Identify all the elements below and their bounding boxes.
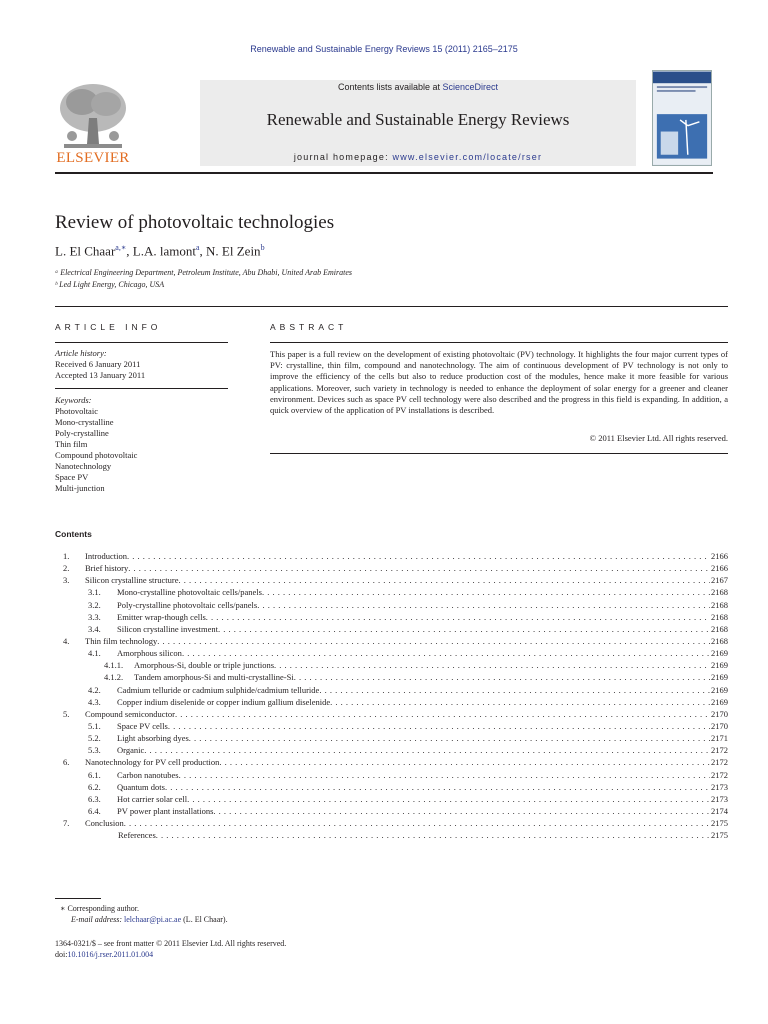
toc-entry-title[interactable]: Cadmium telluride or cadmium sulphide/cadmium telluride <box>117 684 320 695</box>
toc-entry-title[interactable]: Mono-crystalline photovoltaic cells/panels <box>117 587 262 598</box>
toc-entry[interactable] <box>55 624 728 636</box>
toc-entry-number: 4. <box>63 635 70 646</box>
toc-entry-page[interactable]: 2174 <box>711 805 728 816</box>
toc-entry[interactable] <box>55 697 728 709</box>
toc-entry-title[interactable]: Carbon nanotubes <box>117 769 179 780</box>
corresponding-label: Corresponding author. <box>67 904 139 913</box>
toc-entry-title[interactable]: Copper indium diselenide or copper indium gallium diselenide <box>117 696 331 707</box>
toc-entry[interactable] <box>55 830 728 842</box>
article-info-heading: ARTICLE INFO <box>55 322 162 332</box>
journal-homepage <box>200 152 636 162</box>
accepted-date: Accepted 13 January 2011 <box>55 370 146 380</box>
email-label: E-mail address: <box>71 915 123 924</box>
toc-entry-page[interactable]: 2169 <box>711 648 728 659</box>
received-date: Received 6 January 2011 <box>55 359 141 369</box>
toc-entry-number: 4.1.2. <box>104 672 124 683</box>
toc-entry[interactable] <box>55 551 728 563</box>
toc-entry-number: 6. <box>63 757 70 768</box>
author-name[interactable]: L.A. lamont <box>132 243 196 259</box>
abstract-copyright: © 2011 Elsevier Ltd. All rights reserved. <box>589 433 728 443</box>
toc-entry[interactable] <box>55 575 728 587</box>
toc-entry-title[interactable]: Silicon crystalline structure <box>85 575 179 586</box>
toc-entry[interactable] <box>55 794 728 806</box>
affiliation: ᵃ Electrical Engineering Department, Petroleum Institute, Abu Dhabi, United Arab Emirates <box>55 268 352 277</box>
homepage-link[interactable]: www.elsevier.com/locate/rser <box>392 152 543 162</box>
toc-leader-dots <box>274 660 710 670</box>
toc-entry-title[interactable]: Introduction <box>85 551 128 561</box>
toc-entry-number: 1. <box>63 551 70 561</box>
toc-entry-title[interactable]: Conclusion <box>85 818 124 829</box>
toc-entry-number: 2. <box>63 563 70 574</box>
toc-entry[interactable] <box>55 587 728 599</box>
toc-leader-dots <box>182 648 710 658</box>
toc-entry-title[interactable]: Hot carrier solar cell <box>117 793 188 804</box>
toc-entry-page[interactable]: 2168 <box>711 623 728 634</box>
masthead-rule <box>55 172 713 174</box>
toc-leader-dots <box>157 636 710 646</box>
toc-entry-number: 5.1. <box>88 720 101 731</box>
toc-entry-number: 6.3. <box>88 793 101 804</box>
contents-heading: Contents <box>55 529 92 539</box>
toc-entry[interactable] <box>55 770 728 782</box>
toc-entry-page[interactable]: 2166 <box>711 563 728 574</box>
toc-entry-page[interactable]: 2173 <box>711 793 728 804</box>
toc-leader-dots <box>189 733 710 743</box>
toc-leader-dots <box>218 624 710 634</box>
toc-entry-number: 5.2. <box>88 733 101 744</box>
keywords-label: Keywords: <box>55 395 92 405</box>
section-rule <box>55 306 728 307</box>
toc-entry-number: 4.1.1. <box>104 660 124 671</box>
toc-entry-page[interactable]: 2166 <box>711 551 728 561</box>
issn-line: 1364-0321/$ – see front matter © 2011 Elsevier Ltd. All rights reserved. <box>55 939 287 948</box>
toc-entry-title[interactable]: Space PV cells <box>117 720 168 731</box>
toc-entry[interactable] <box>55 818 728 830</box>
toc-entry-number: 6.2. <box>88 781 101 792</box>
table-of-contents <box>55 551 728 842</box>
toc-entry-title[interactable]: References <box>118 830 156 841</box>
toc-leader-dots <box>175 709 710 719</box>
keyword: Multi-junction <box>55 483 105 493</box>
keyword: Thin film <box>55 439 88 449</box>
toc-entry-number: 3. <box>63 575 70 586</box>
keyword: Compound photovoltaic <box>55 450 138 460</box>
toc-entry[interactable] <box>55 733 728 745</box>
author-affiliation-marker[interactable]: b <box>260 243 265 252</box>
toc-entry-title[interactable]: Organic <box>117 745 145 756</box>
toc-leader-dots <box>156 830 710 840</box>
toc-entry-page[interactable]: 2169 <box>711 672 728 683</box>
keyword: Nanotechnology <box>55 461 112 471</box>
toc-entry[interactable] <box>55 612 728 624</box>
toc-entry-page[interactable]: 2169 <box>711 696 728 707</box>
email-owner: (L. El Chaar). <box>183 915 228 924</box>
toc-entry-number: 5.3. <box>88 745 101 756</box>
keyword: Mono-crystalline <box>55 417 114 427</box>
toc-leader-dots <box>319 685 710 695</box>
toc-leader-dots <box>168 721 710 731</box>
email-link[interactable]: lelchaar@pi.ac.ae <box>124 915 182 924</box>
toc-entry-page[interactable]: 2169 <box>711 660 728 671</box>
toc-entry-page[interactable]: 2168 <box>711 599 728 610</box>
toc-entry-page[interactable]: 2168 <box>711 611 728 622</box>
homepage-prefix: journal homepage: <box>293 152 393 162</box>
toc-entry-title[interactable]: Emitter wrap-though cells <box>117 611 206 622</box>
author-name[interactable]: L. El Chaar <box>55 243 116 259</box>
toc-leader-dots <box>219 757 710 767</box>
toc-leader-dots <box>206 612 710 622</box>
toc-entry-title[interactable]: Amorphous-Si, double or triple junctions <box>134 660 275 671</box>
abstract-rule <box>270 342 728 343</box>
author-affiliation-marker[interactable]: a,∗ <box>115 243 127 252</box>
contents-available-line <box>200 82 636 92</box>
toc-entry-number: 3.4. <box>88 623 101 634</box>
toc-leader-dots <box>213 806 710 816</box>
article-title: Review of photovoltaic technologies <box>55 212 335 233</box>
doi-link[interactable]: 10.1016/j.rser.2011.01.004 <box>67 950 154 959</box>
sciencedirect-link[interactable]: ScienceDirect <box>442 82 499 92</box>
toc-entry-page[interactable]: 2172 <box>711 769 728 780</box>
toc-entry-page[interactable]: 2175 <box>711 830 728 841</box>
toc-entry-title[interactable]: Brief history <box>85 563 129 574</box>
toc-leader-dots <box>187 794 710 804</box>
author-affiliation-marker[interactable]: a <box>195 243 200 252</box>
toc-entry[interactable] <box>55 672 728 684</box>
elsevier-wordmark: ELSEVIER <box>56 150 130 166</box>
abstract-heading: ABSTRACT <box>270 322 348 332</box>
toc-entry[interactable] <box>55 563 728 575</box>
toc-entry-title[interactable]: PV power plant installations <box>117 805 214 816</box>
author-name[interactable]: N. El Zein <box>206 243 261 259</box>
toc-entry[interactable] <box>55 782 728 794</box>
running-head[interactable]: Renewable and Sustainable Energy Reviews 15 (2011) 2165–2175 <box>250 44 518 54</box>
doi-prefix: doi: <box>55 950 68 959</box>
corresponding-author-note <box>60 904 139 913</box>
toc-entry-number: 7. <box>63 818 70 829</box>
toc-entry-title[interactable]: Light absorbing dyes <box>117 733 189 744</box>
toc-entry-number: 3.3. <box>88 611 101 622</box>
keyword: Poly-crystalline <box>55 428 109 438</box>
toc-leader-dots <box>144 745 710 755</box>
toc-entry-number: 4.1. <box>88 648 101 659</box>
abstract-rule <box>270 453 728 454</box>
toc-entry-page[interactable]: 2175 <box>711 818 728 829</box>
toc-leader-dots <box>128 563 710 573</box>
toc-entry-number: 6.1. <box>88 769 101 780</box>
article-history <box>55 348 145 381</box>
toc-entry-title[interactable]: Silicon crystalline investment <box>117 623 219 634</box>
toc-leader-dots <box>178 575 710 585</box>
toc-entry[interactable] <box>55 757 728 769</box>
toc-entry-page[interactable]: 2170 <box>711 708 728 719</box>
toc-entry-number: 4.2. <box>88 684 101 695</box>
email-note <box>71 915 228 924</box>
toc-leader-dots <box>179 770 710 780</box>
footnote-marker: ∗ <box>60 904 66 913</box>
toc-entry-title[interactable]: Poly-crystalline photovoltaic cells/panels <box>117 599 258 610</box>
toc-entry-page[interactable]: 2172 <box>711 757 728 768</box>
toc-entry-number: 4.3. <box>88 696 101 707</box>
journal-name: Renewable and Sustainable Energy Reviews <box>266 110 570 129</box>
toc-entry[interactable] <box>55 648 728 660</box>
toc-entry[interactable] <box>55 745 728 757</box>
toc-entry-page[interactable]: 2168 <box>711 587 728 598</box>
toc-entry[interactable] <box>55 636 728 648</box>
toc-leader-dots <box>294 672 710 682</box>
toc-entry-page[interactable]: 2167 <box>711 575 728 586</box>
toc-entry-page[interactable]: 2169 <box>711 684 728 695</box>
author-list: L. El Chaar$^{a,∗}$, L.A. lamont$^a$, N. El Zein$^b$ <box>55 243 265 259</box>
toc-entry-page[interactable]: 2168 <box>711 635 728 646</box>
toc-entry-title[interactable]: Nanotechnology for PV cell production <box>85 757 220 768</box>
toc-entry-page[interactable]: 2170 <box>711 720 728 731</box>
history-label: Article history: <box>55 348 107 358</box>
toc-entry-number: 6.4. <box>88 805 101 816</box>
toc-entry-number: 3.2. <box>88 599 101 610</box>
toc-leader-dots <box>124 818 710 828</box>
footnote-rule <box>55 898 101 899</box>
toc-entry-number: 5. <box>63 708 70 719</box>
journal-cover-image <box>652 70 712 166</box>
toc-entry-title[interactable]: Quantum dots <box>117 781 165 792</box>
article-info-rule <box>55 342 228 343</box>
keyword: Space PV <box>55 472 89 482</box>
keywords-block <box>55 395 137 494</box>
toc-leader-dots <box>127 551 710 561</box>
toc-entry[interactable] <box>55 709 728 721</box>
toc-entry-page[interactable]: 2173 <box>711 781 728 792</box>
doi-line <box>55 950 153 959</box>
abstract-text: This paper is a full review on the development of existing photovoltaic (PV) technology. It highlights the four major current types of PV: crystalline, thin film, compound and nanotechnology. The aim of continuous development of PV technology is not only to improve the efficiency of the cells but also to reduce production cost of the modules, hence make it more feasible for various applications. Moreover, such variety in technology is needed to enhance the deployment of solar energy for a greener and cleaner environment. Devices such as space PV cell technology were also described and the progress in this field is expanding. In addition, a quick overview of the application of PV installations is described. <box>270 349 728 416</box>
toc-entry-page[interactable]: 2172 <box>711 745 728 756</box>
article-info-rule <box>55 388 228 389</box>
toc-entry[interactable] <box>55 721 728 733</box>
toc-entry[interactable] <box>55 600 728 612</box>
toc-entry-title[interactable]: Tandem amorphous-Si and multi-crystalline-Si <box>134 672 294 683</box>
toc-leader-dots <box>257 600 710 610</box>
toc-entry-number: 3.1. <box>88 587 101 598</box>
keyword: Photovoltaic <box>55 406 98 416</box>
toc-entry-title[interactable]: Amorphous silicon <box>117 648 182 659</box>
toc-entry-title[interactable]: Thin film technology <box>85 635 158 646</box>
toc-entry-title[interactable]: Compound semiconductor <box>85 708 175 719</box>
toc-entry[interactable] <box>55 806 728 818</box>
contents-prefix: Contents lists available at <box>337 82 443 92</box>
toc-entry[interactable] <box>55 685 728 697</box>
toc-entry-page[interactable]: 2171 <box>711 733 728 744</box>
toc-entry[interactable] <box>55 660 728 672</box>
toc-leader-dots <box>165 782 710 792</box>
affiliation: ᵇ Led Light Energy, Chicago, USA <box>55 280 165 289</box>
toc-leader-dots <box>262 587 710 597</box>
toc-leader-dots <box>330 697 710 707</box>
